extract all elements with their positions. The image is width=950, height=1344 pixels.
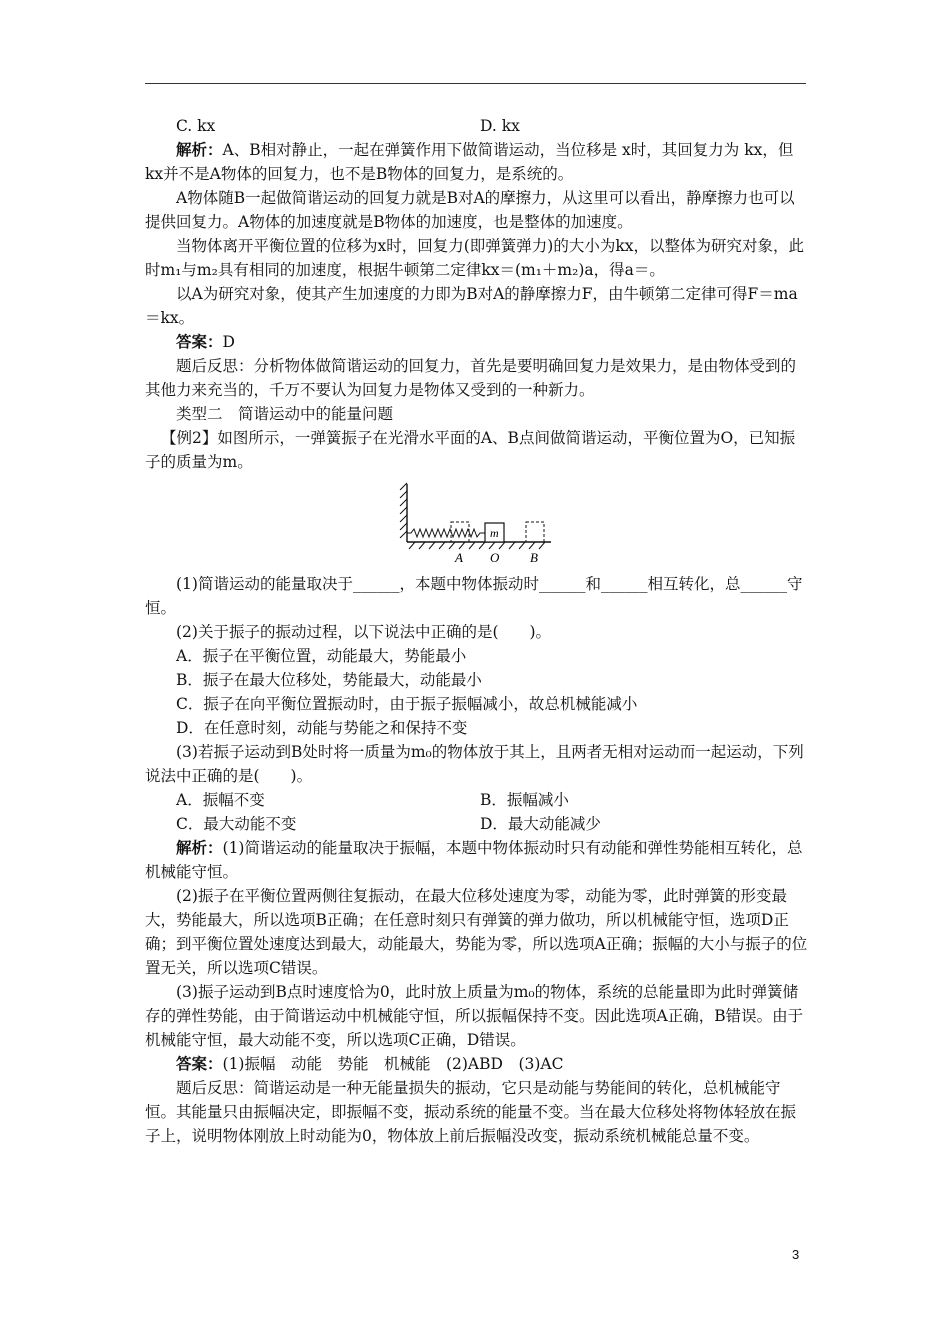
- option-c: C. kx: [176, 117, 216, 135]
- option-d: D. kx: [480, 117, 520, 135]
- header-rule: [145, 83, 806, 84]
- answer-2-label: 答案：: [176, 1054, 223, 1073]
- analysis-text: A、B相对静止，一起在弹簧作用下做简谐运动，当位移是 x时，其回复力为 kx，但kx并不是A物体的回复力，也不是B物体的回复力，是系统的。: [145, 141, 794, 183]
- question-3-option-b: B．振幅减小: [480, 791, 569, 809]
- solution-3: (3)振子运动到B点时速度恰为0，此时放上质量为m₀的物体，系统的总能量即为此时弹簧储存的弹性势能，由于简谐运动中机械能守恒，所以振幅保持不变。因此选项A正确，B错误。由于机械能守恒，最大动能不变，所以选项C正确，D错误。: [145, 983, 804, 1049]
- question-3-option-c: C．最大动能不变: [176, 815, 297, 833]
- example-2-stem: 【例2】如图所示，一弹簧振子在光滑水平面的A、B点间做简谐运动，平衡位置为O，已知振子的质量为m。: [145, 429, 796, 471]
- solution-1: [145, 836, 810, 884]
- solution-2: (2)振子在平衡位置两侧往复振动，在最大位移处速度为零，动能为零，此时弹簧的形变最大，势能最大，所以选项B正确；在任意时刻只有弹簧的弹力做功，所以机械能守恒，选项D正确；到平衡位置处速度达到最大，动能最大，势能为零，所以选项A正确；振幅的大小与振子的位置无关，所以选项C错误。: [145, 887, 808, 977]
- analysis-paragraph-3: 当物体离开平衡位置的位移为x时，回复力(即弹簧弹力)的大小为kx，以整体为研究对象，此时m₁与m₂具有相同的加速度，根据牛顿第二定律kx＝(m₁＋m₂)a，得a＝。: [145, 237, 804, 279]
- question-3-options-row-2: [145, 812, 810, 836]
- answer-2: [145, 1052, 810, 1076]
- question-2: (2)关于振子的振动过程，以下说法中正确的是( )。: [176, 623, 552, 641]
- question-2-option-a: A．振子在平衡位置，动能最大，势能最小: [176, 647, 467, 665]
- question-1: (1)简谐运动的能量取决于______，本题中物体振动时______和______相互转化，总______守恒。: [145, 575, 803, 617]
- analysis-label: 解析：: [176, 140, 223, 159]
- question-3: (3)若振子运动到B处时将一质量为m₀的物体放于其上，且两者无相对运动而一起运动，下列说法中正确的是( )。: [145, 743, 804, 785]
- analysis-paragraph-2: A物体随B一起做简谐运动的回复力就是B对A的摩擦力，从这里可以看出，静摩擦力也可以提供回复力。A物体的加速度就是B物体的加速度，也是整体的加速度。: [145, 189, 795, 231]
- question-2-option-b: B．振子在最大位移处，势能最大，动能最小: [176, 671, 482, 689]
- analysis-paragraph-1: [145, 138, 810, 186]
- question-3-option-d: D．最大动能减少: [480, 815, 601, 833]
- answer-text: D: [222, 333, 235, 351]
- mass-label: m: [490, 526, 499, 540]
- question-2-option-c: C．振子在向平衡位置振动时，由于振子振幅减小，故总机械能减小: [176, 695, 638, 713]
- answer-label: 答案：: [176, 332, 223, 351]
- question-3-option-a: A．振幅不变: [176, 791, 265, 809]
- page-number: 3: [792, 1247, 800, 1262]
- spring-diagram: [397, 478, 557, 564]
- question-3-options-row-1: [145, 788, 810, 812]
- question-2-option-d: D．在任意时刻，动能与势能之和保持不变: [176, 719, 468, 737]
- reflection-2: 题后反思：简谐运动是一种无能量损失的振动，它只是动能与势能间的转化，总机械能守恒。其能量只由振幅决定，即振幅不变，振动系统的能量不变。当在最大位移处将物体轻放在振子上，说明物体刚放上时动能为0，物体放上前后振幅没改变，振动系统机械能总量不变。: [145, 1079, 797, 1145]
- spring-oscillator-figure: [145, 478, 810, 564]
- solution-1-text: (1)简谐运动的能量取决于振幅，本题中物体振动时只有动能和弹性势能相互转化，总机械能守恒。: [145, 839, 803, 881]
- answer-1: [145, 330, 810, 354]
- point-o-label: O: [490, 550, 500, 564]
- page-content: [145, 114, 810, 1148]
- type-heading: 类型二 简谐运动中的能量问题: [176, 405, 394, 423]
- point-a-label: A: [455, 550, 463, 564]
- point-b-label: B: [530, 550, 538, 564]
- option-row-cd: [145, 114, 810, 138]
- reflection-1: 题后反思：分析物体做简谐运动的回复力，首先是要明确回复力是效果力，是由物体受到的其他力来充当的，千万不要认为回复力是物体又受到的一种新力。: [145, 357, 797, 399]
- solution-label: 解析：: [176, 838, 223, 857]
- answer-2-text: (1)振幅 动能 势能 机械能 (2)ABD (3)AC: [222, 1055, 564, 1073]
- analysis-paragraph-4: 以A为研究对象，使其产生加速度的力即为B对A的静摩擦力F，由牛顿第二定律可得F＝ma＝kx。: [145, 285, 798, 327]
